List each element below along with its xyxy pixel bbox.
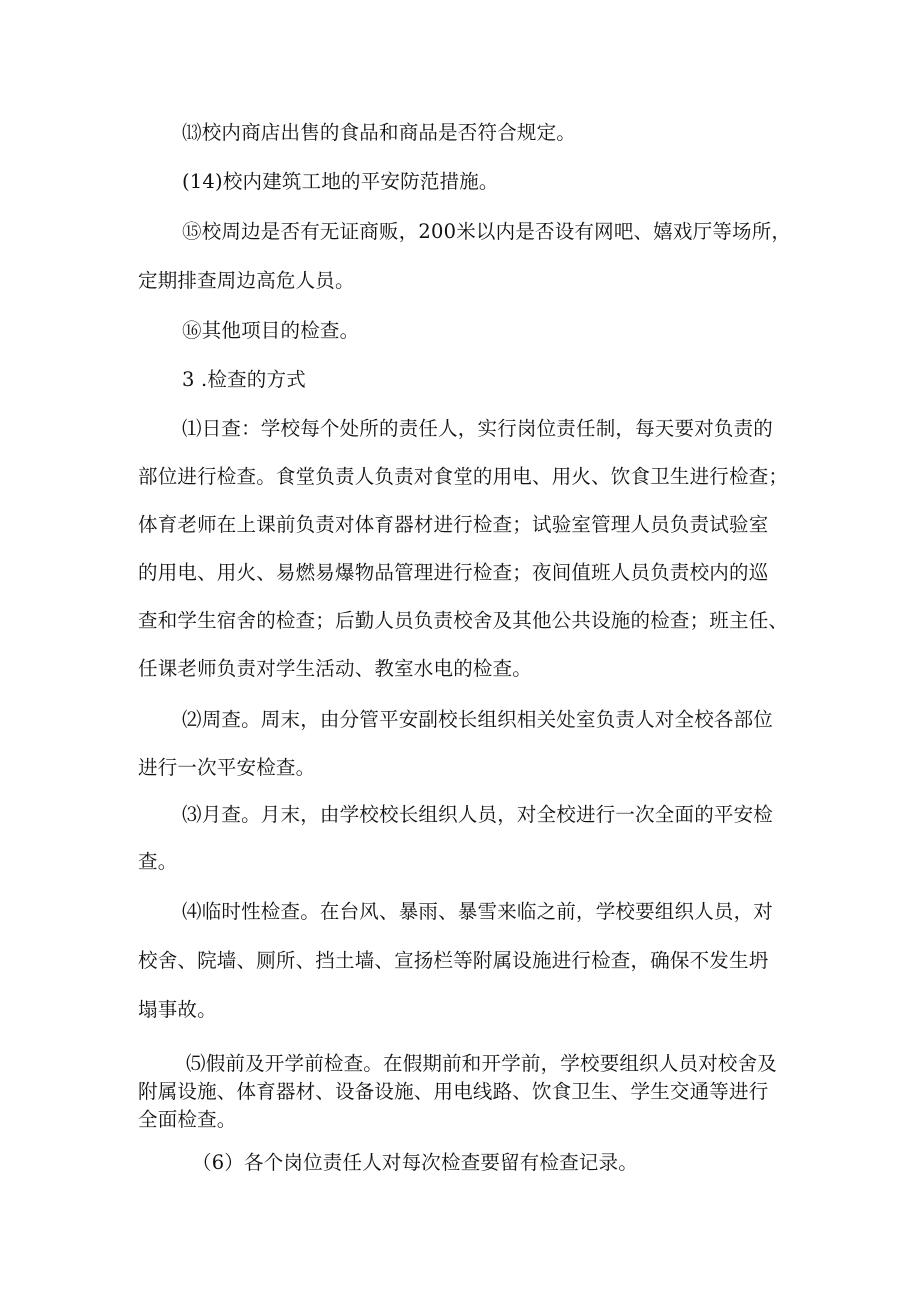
paragraph-14-line-1: (14)校内建筑工地的平安防范措施。: [182, 170, 499, 193]
paragraph-15-line-1: ⑮校周边是否有无证商贩，200米以内是否设有网吧、嬉戏厅等场所，: [182, 220, 792, 243]
method-5-line-3: 全面检查。: [138, 1108, 237, 1131]
method-2-line-2: 进行一次平安检查。: [138, 756, 316, 779]
method-1-line-4: 的用电、用火、易燃易爆物品管理进行检查；夜间值班人员负责校内的巡: [138, 561, 769, 584]
method-1-line-3: 体育老师在上课前负责对体育器材进行检查；试验室管理人员负责试验室: [138, 513, 769, 536]
paragraph-13-line-1: ⒀校内商店出售的食品和商品是否符合规定。: [182, 121, 577, 144]
method-2-line-1: ⑵周查。周末，由分管平安副校长组织相关处室负责人对全校各部位: [182, 708, 774, 731]
method-1-line-1: ⑴日查：学校每个处所的责任人，实行岗位责任制，每天要对负责的: [182, 417, 774, 440]
paragraph-15-line-2: 定期排查周边高危人员。: [138, 269, 355, 292]
method-6-line-1: （6）各个岗位责任人对每次检查要留有检查记录。: [192, 1151, 639, 1174]
section-3-heading: 3 .检查的方式: [182, 368, 306, 391]
method-5-line-2: 附属设施、体育器材、设备设施、用电线路、饮食卫生、学生交通等进行: [138, 1080, 769, 1103]
method-3-line-1: ⑶月查。月末，由学校校长组织人员，对全校进行一次全面的平安检: [182, 803, 774, 826]
method-4-line-3: 塌事故。: [138, 998, 217, 1021]
method-1-line-5: 查和学生宿舍的检查；后勤人员负责校舍及其他公共设施的检查；班主任、: [138, 609, 789, 632]
method-3-line-2: 查。: [138, 850, 178, 873]
method-1-line-6: 任课老师负责对学生活动、教室水电的检查。: [138, 657, 533, 680]
method-5-line-1: ⑸假前及开学前检查。在假期前和开学前，学校要组织人员对校舍及: [186, 1052, 778, 1075]
method-4-line-2: 校舍、院墙、厕所、挡土墙、宣扬栏等附属设施进行检查，确保不发生坍: [138, 949, 769, 972]
method-1-line-2: 部位进行检查。食堂负责人负责对食堂的用电、用火、饮食卫生进行检查；: [138, 465, 789, 488]
method-4-line-1: ⑷临时性检查。在台风、暴雨、暴雪来临之前，学校要组织人员，对: [182, 900, 774, 923]
paragraph-16-line-1: ⑯其他项目的检查。: [182, 319, 360, 342]
